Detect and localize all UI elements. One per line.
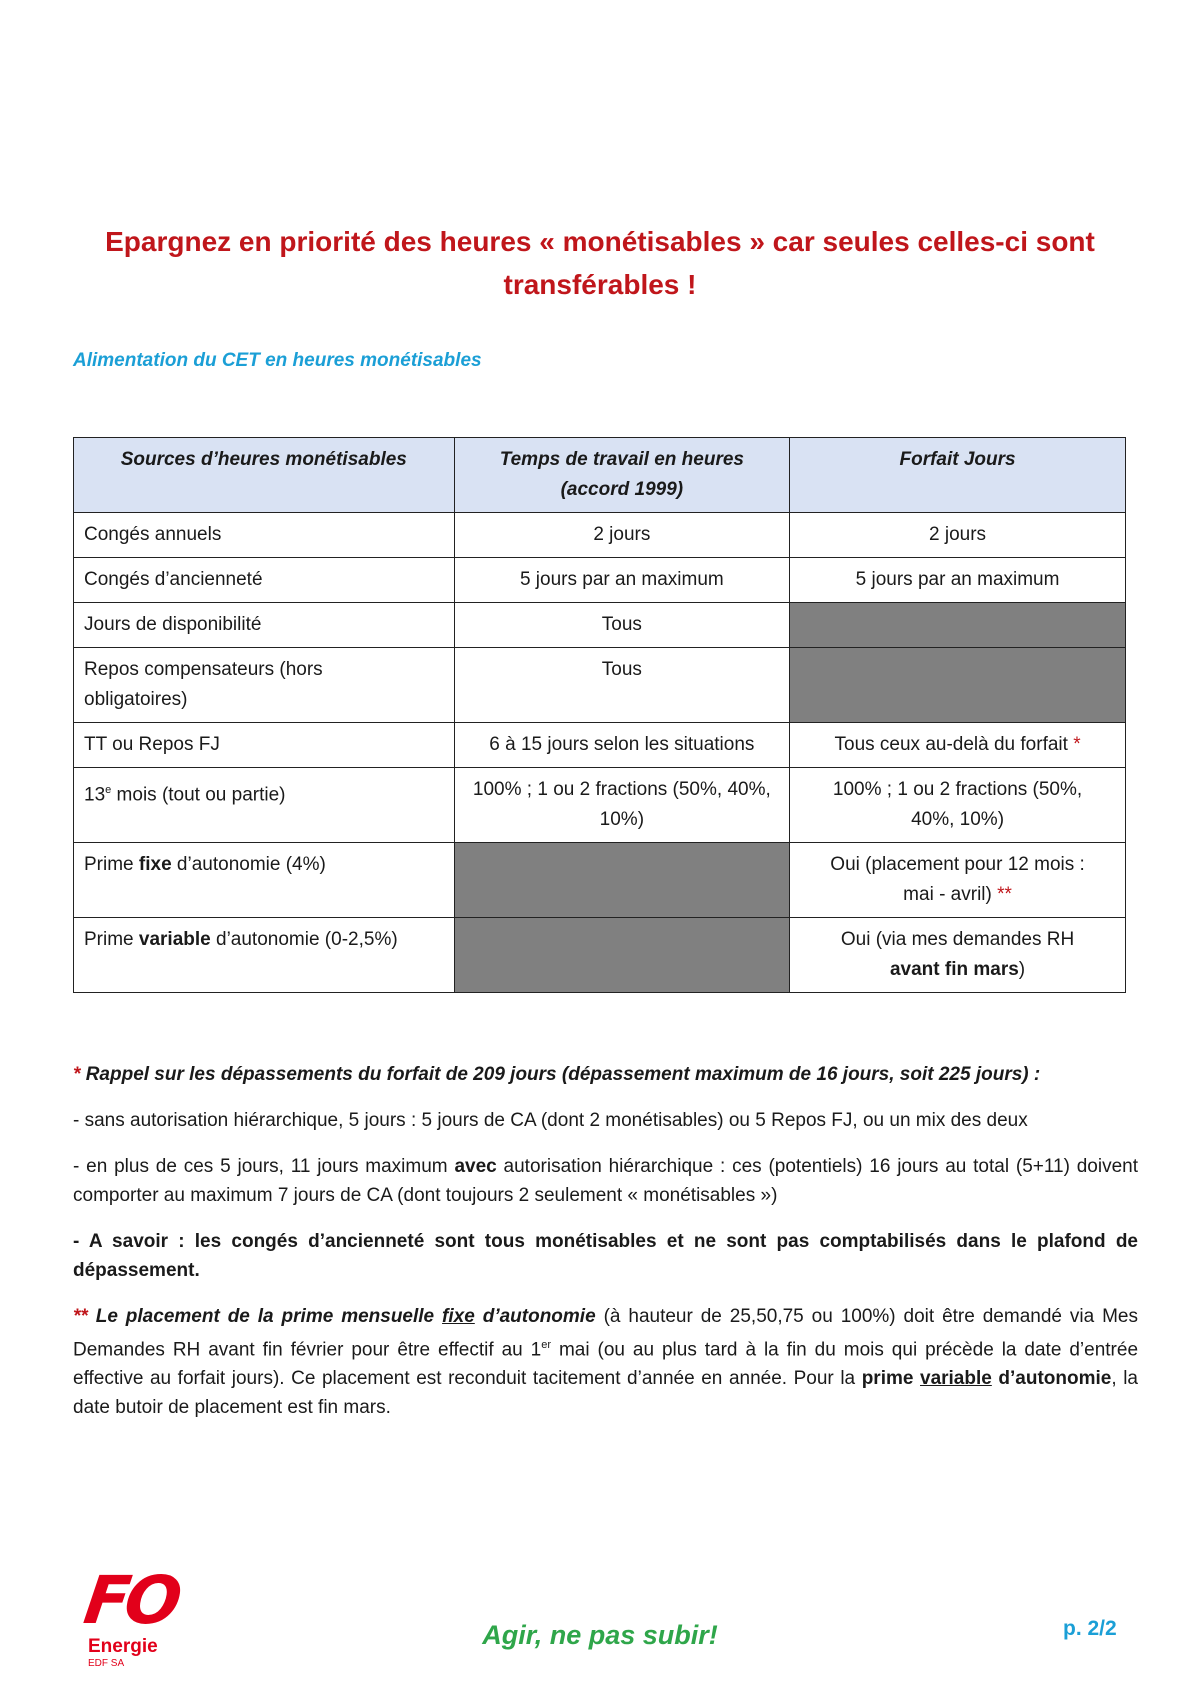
note-text: autorisation hiérarchique : ces (potentiels) 16 jours au total (5+11) doivent comporter au maximum 7 jours de CA (dont toujours 2 seulement « monétisables ») [73, 1156, 1139, 1206]
asterisk-mark: * [1073, 734, 1081, 755]
cell-source-bold: fixe [138, 854, 172, 875]
cell-temps-line1: 100% ; 1 ou 2 fractions (50%, 40%, [472, 779, 771, 800]
cell-source-post: d’autonomie (4%) [171, 854, 326, 875]
cell-source-post: d’autonomie (0-2,5%) [210, 929, 398, 950]
note-text: mai (ou au plus tard à la fin du mois qui précède la date d’entrée effective au forfait jours). Ce placement est reconduit tacitement d’année en année. Pour la [73, 1339, 1139, 1390]
page-title [90, 220, 1110, 306]
cell-source-pre: Prime [84, 929, 139, 950]
title-line-2: transférables ! [503, 269, 697, 300]
table-row [74, 603, 1126, 648]
cell-forfait [790, 843, 1126, 918]
cell-source-sup: e [105, 784, 112, 796]
note-text: (à hauteur de 25,50,75 ou 100%) doit être demandé via Mes Demandes RH avant fin février pour être effectif au 1 [73, 1306, 1138, 1361]
cell-temps: Tous [454, 648, 790, 723]
cell-forfait-line2: 40%, 10%) [911, 809, 1005, 830]
cell-temps: Tous [454, 603, 790, 648]
cell-source [74, 768, 455, 843]
cell-source-line2: obligatoires) [84, 689, 188, 710]
note-italic: Le placement de la prime mensuelle [87, 1306, 443, 1327]
table-row [74, 558, 1126, 603]
cell-source-line1: Repos compensateurs (hors [84, 659, 323, 680]
note-paragraph [73, 1302, 1138, 1422]
note-bold: prime [861, 1368, 920, 1390]
cell-source: Jours de disponibilité [74, 603, 455, 648]
cell-source [74, 918, 455, 993]
cell-forfait: 2 jours [790, 513, 1126, 558]
table-row [74, 843, 1126, 918]
rappel-heading [73, 1060, 1138, 1089]
note-text: , la date butoir de placement est fin mars. [73, 1368, 1138, 1419]
rappel-text: Rappel sur les dépassements du forfait de 209 jours (dépassement maximum de 16 jours, soit 225 jours) : [85, 1064, 1041, 1085]
cell-source: Congés annuels [74, 513, 455, 558]
cell-temps: 2 jours [454, 513, 790, 558]
cell-forfait-end: ) [1018, 959, 1026, 980]
cell-not-applicable [454, 843, 790, 918]
note-sup: er [541, 1339, 551, 1351]
note-bold: avec [454, 1156, 497, 1177]
cell-source-bold: variable [138, 929, 211, 950]
header-temps-line1: Temps de travail en heures [499, 449, 744, 470]
table-row [74, 768, 1126, 843]
cell-temps: 6 à 15 jours selon les situations [454, 723, 790, 768]
cell-forfait-line1: Oui (via mes demandes RH [840, 929, 1075, 950]
note-text: - en plus de ces 5 jours, 11 jours maximum [73, 1156, 455, 1177]
cell-source: TT ou Repos FJ [74, 723, 455, 768]
fo-logo-energie: Energie [88, 1636, 158, 1657]
asterisk-mark: * [73, 1064, 81, 1085]
header-forfait-jours: Forfait Jours [790, 438, 1126, 513]
cell-temps [454, 768, 790, 843]
cell-forfait [790, 768, 1126, 843]
table-header-row [74, 438, 1126, 513]
a-savoir-paragraph: - A savoir : les congés d’ancienneté sont tous monétisables et ne sont pas comptabilisés dans le plafond de dépassement. [73, 1231, 1138, 1281]
cell-forfait-bold: avant fin mars [889, 959, 1019, 980]
cell-source [74, 843, 455, 918]
cell-source: Congés d’ancienneté [74, 558, 455, 603]
cell-temps: 5 jours par an maximum [454, 558, 790, 603]
header-temps-line2: (accord 1999) [560, 479, 684, 500]
double-asterisk-mark: ** [997, 884, 1012, 905]
title-line-1: Epargnez en priorité des heures « monétisables » car seules celles-ci sont [105, 226, 1095, 257]
note-paragraph [73, 1152, 1138, 1210]
section-subtitle: Alimentation du CET en heures monétisables [73, 350, 482, 371]
cell-not-applicable [454, 918, 790, 993]
cell-not-applicable [790, 603, 1126, 648]
footer-slogan: Agir, ne pas subir! [482, 1620, 718, 1650]
cell-forfait-line2: mai - avril) [903, 884, 992, 905]
header-temps-travail [454, 438, 790, 513]
table-row [74, 648, 1126, 723]
note-italic: d’autonomie [474, 1306, 596, 1327]
cell-source-text: mois (tout ou partie) [111, 784, 286, 806]
cell-forfait-line1: 100% ; 1 ou 2 fractions (50%, [832, 779, 1083, 800]
cet-table [73, 437, 1126, 993]
cell-source-num: 13 [84, 784, 106, 806]
header-sources: Sources d’heures monétisables [74, 438, 455, 513]
table-row [74, 918, 1126, 993]
cell-forfait-text: Tous ceux au-delà du forfait [834, 734, 1068, 755]
cell-forfait-line1: Oui (placement pour 12 mois : [830, 854, 1085, 875]
fo-logo-mark: FO [79, 1562, 182, 1639]
double-asterisk-mark: ** [73, 1306, 88, 1327]
fo-logo-edf: EDF SA [88, 1658, 125, 1669]
note-paragraph: - sans autorisation hiérarchique, 5 jours : 5 jours de CA (dont 2 monétisables) ou 5 Repos FJ, ou un mix des deux [73, 1110, 1028, 1131]
cell-forfait [790, 918, 1126, 993]
cell-temps-line2: 10%) [599, 809, 645, 830]
cell-forfait [790, 723, 1126, 768]
page-number: p. 2/2 [1063, 1617, 1117, 1640]
cell-not-applicable [790, 648, 1126, 723]
cell-source [74, 648, 455, 723]
cell-forfait: 5 jours par an maximum [790, 558, 1126, 603]
cell-source-pre: Prime [84, 854, 139, 875]
table-row [74, 723, 1126, 768]
table-row [74, 513, 1126, 558]
notes-section [73, 1060, 1138, 1439]
note-italic-underline: fixe [442, 1306, 475, 1327]
note-bold-underline: variable [920, 1368, 992, 1390]
note-bold: d’autonomie [991, 1368, 1112, 1390]
